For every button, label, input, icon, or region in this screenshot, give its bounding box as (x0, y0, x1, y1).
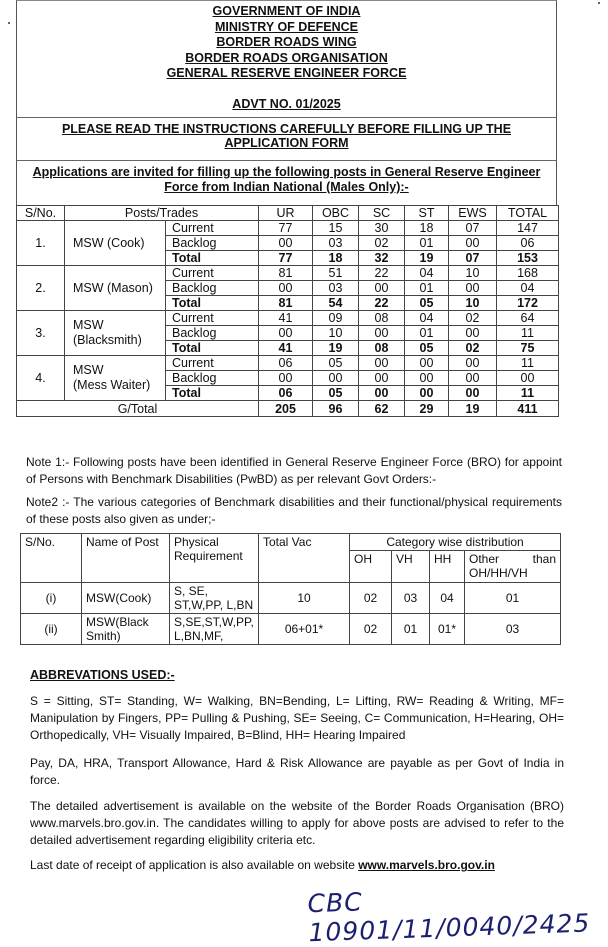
post-name-line-1: MSW (73, 363, 104, 377)
pwbd-sno: (i) (21, 583, 82, 614)
cell-sc: 00 (359, 326, 405, 341)
post-name-line-2: (Mess Waiter) (73, 378, 151, 392)
cell-sc: 30 (359, 221, 405, 236)
pwbd-physical-line-2: L,BN,MF, (174, 629, 224, 643)
row-label-backlog: Backlog (166, 281, 259, 296)
table-row (17, 311, 559, 326)
pwbd-physical (170, 614, 259, 645)
cell-obc: 18 (313, 251, 359, 266)
pwbd-physical-line-1: S, SE, (174, 584, 209, 598)
cell-ews: 00 (449, 386, 497, 401)
cell-ews: 00 (449, 326, 497, 341)
website-link[interactable]: www.marvels.bro.gov.in (358, 858, 495, 872)
cell-ews: 02 (449, 311, 497, 326)
cell-st: 00 (405, 386, 449, 401)
cell-obc: 00 (313, 371, 359, 386)
pwbd-vh: 03 (392, 583, 430, 614)
cell-ews: 10 (449, 296, 497, 311)
post-sno: 4. (17, 356, 65, 401)
header-posts: Posts/Trades (65, 206, 259, 221)
cell-total: 153 (497, 251, 559, 266)
table-row (17, 356, 559, 371)
pwbd-header-oh: OH (350, 551, 392, 583)
vacancy-table (16, 205, 559, 417)
header-obc: OBC (313, 206, 359, 221)
grand-total-label: G/Total (17, 401, 259, 417)
row-label-backlog: Backlog (166, 371, 259, 386)
pwbd-physical-line-1: S,SE,ST,W,PP, (174, 615, 254, 629)
cell-ur: 00 (259, 236, 313, 251)
cell-total: 11 (497, 326, 559, 341)
cell-sc: 22 (359, 266, 405, 281)
post-sno: 1. (17, 221, 65, 266)
post-name (65, 356, 166, 401)
table-row (21, 583, 561, 614)
pwbd-oh: 02 (350, 614, 392, 645)
cell-obc: 51 (313, 266, 359, 281)
post-name (65, 311, 166, 356)
cell-ews: 07 (449, 221, 497, 236)
cell-ews: 00 (449, 371, 497, 386)
pwbd-header-hh: HH (430, 551, 465, 583)
cell-sc: 00 (359, 371, 405, 386)
cell-ur: 77 (259, 251, 313, 266)
post-sno: 3. (17, 311, 65, 356)
cell-ews: 02 (449, 341, 497, 356)
cell-total: 06 (497, 236, 559, 251)
pwbd-other: 01 (465, 583, 561, 614)
cell-total: 11 (497, 386, 559, 401)
cell-sc: 22 (359, 296, 405, 311)
cell-sc: 32 (359, 251, 405, 266)
table-header-row (17, 206, 559, 221)
table-row (17, 266, 559, 281)
pwbd-total-vac: 06+01* (259, 614, 350, 645)
invitation-box (16, 160, 557, 205)
pwbd-header-other: Other than OH/HH/VH (465, 551, 561, 583)
cell-ur: 81 (259, 296, 313, 311)
cell-total: 172 (497, 296, 559, 311)
cell-ur: 00 (259, 281, 313, 296)
pwbd-header-category: Category wise distribution (350, 534, 561, 551)
cell-ews: 00 (449, 236, 497, 251)
header-total: TOTAL (497, 206, 559, 221)
header-sc: SC (359, 206, 405, 221)
post-name-line-1: MSW (73, 318, 104, 332)
cell-ur: 00 (259, 326, 313, 341)
pwbd-post: MSW(Cook) (82, 583, 170, 614)
instructions-line-2: APPLICATION FORM (224, 136, 349, 150)
pwbd-post-line-1: MSW(Black (86, 615, 149, 629)
row-label-current: Current (166, 266, 259, 281)
pwbd-table (20, 533, 561, 645)
row-label-current: Current (166, 221, 259, 236)
header-line-wing: BORDER ROADS WING (216, 35, 357, 49)
pwbd-header-row-1 (21, 534, 561, 551)
cell-ur: 06 (259, 356, 313, 371)
cell-obc: 05 (313, 356, 359, 371)
advertisement-number: ADVT NO. 01/2025 (232, 96, 341, 111)
cell-st: 04 (405, 311, 449, 326)
cell-st: 01 (405, 236, 449, 251)
cell-obc: 09 (313, 311, 359, 326)
invitation-line-1: Applications are invited for filling up the following posts in General Reserve Engineer (32, 165, 541, 179)
table-row (21, 614, 561, 645)
post-name: MSW (Cook) (65, 221, 166, 266)
cell-total: 75 (497, 341, 559, 356)
cell-obc: 03 (313, 281, 359, 296)
grand-total-ur: 205 (259, 401, 313, 417)
cell-st: 00 (405, 371, 449, 386)
last-date-text: Last date of receipt of application is also available on website (30, 858, 359, 872)
cell-ur: 41 (259, 341, 313, 356)
post-name-line-2: (Blacksmith) (73, 333, 142, 347)
cell-ur: 81 (259, 266, 313, 281)
pwbd-header-sno: S/No. (21, 534, 82, 583)
header-line-ministry: MINISTRY OF DEFENCE (214, 19, 359, 34)
abbreviations-heading: ABBREVATIONS USED:- (30, 668, 175, 682)
cell-total: 64 (497, 311, 559, 326)
post-sno: 2. (17, 266, 65, 311)
pwbd-header-physical: Physical Requirement (170, 534, 259, 583)
cell-sc: 02 (359, 236, 405, 251)
row-label-backlog: Backlog (166, 326, 259, 341)
cell-ews: 07 (449, 251, 497, 266)
last-date-note (30, 857, 564, 874)
cell-sc: 00 (359, 386, 405, 401)
note-1: Note 1:- Following posts have been identified in General Reserve Engineer Force (BRO) for appoint of Persons with Benchmark Disabilities (PwBD) as per relevant Govt Orders:- (26, 455, 562, 486)
pwbd-oh: 02 (350, 583, 392, 614)
scan-speck (8, 22, 10, 24)
pwbd-total-vac: 10 (259, 583, 350, 614)
row-label-current: Current (166, 356, 259, 371)
pwbd-physical (170, 583, 259, 614)
cell-ews: 00 (449, 356, 497, 371)
cell-st: 01 (405, 281, 449, 296)
cell-ur: 00 (259, 371, 313, 386)
cell-obc: 03 (313, 236, 359, 251)
cell-st: 00 (405, 356, 449, 371)
pwbd-hh: 04 (430, 583, 465, 614)
cell-obc: 05 (313, 386, 359, 401)
header-line-force: GENERAL RESERVE ENGINEER FORCE (166, 66, 407, 80)
cell-total: 00 (497, 371, 559, 386)
cell-obc: 54 (313, 296, 359, 311)
table-row (17, 221, 559, 236)
cell-st: 19 (405, 251, 449, 266)
row-label-total: Total (166, 296, 259, 311)
header-st: ST (405, 206, 449, 221)
cell-st: 04 (405, 266, 449, 281)
grand-total-obc: 96 (313, 401, 359, 417)
cell-ews: 00 (449, 281, 497, 296)
cell-ews: 10 (449, 266, 497, 281)
post-name: MSW (Mason) (65, 266, 166, 311)
header-ur: UR (259, 206, 313, 221)
pwbd-header-post: Name of Post (82, 534, 170, 583)
row-label-total: Total (166, 341, 259, 356)
header-box (16, 0, 557, 117)
cell-st: 05 (405, 296, 449, 311)
row-label-total: Total (166, 251, 259, 266)
grand-total-ews: 19 (449, 401, 497, 417)
grand-total-row (17, 401, 559, 417)
cell-st: 18 (405, 221, 449, 236)
header-sno: S/No. (17, 206, 65, 221)
header-ews: EWS (449, 206, 497, 221)
website-note: The detailed advertisement is available on the website of the Border Roads Organisation (BRO) www.marvels.bro.gov.in. The candidates willing to apply for above posts are advised to refer to the detailed advertisement regarding eligibility criteria etc. (30, 799, 564, 847)
pwbd-sno: (ii) (21, 614, 82, 645)
pwbd-physical-line-2: ST,W,PP, L,BN (174, 598, 254, 612)
cell-total: 11 (497, 356, 559, 371)
row-label-backlog: Backlog (166, 236, 259, 251)
abbreviations-text: S = Sitting, ST= Standing, W= Walking, BN=Bending, L= Lifting, RW= Reading & Writing, MF= Manipulation by Fingers, PP= Pulling & Pushing, SE= Seeing, C= Communication, H=Hearing, OH= Orthopedically, VH= Visually Impaired, B=Blind, HH= Hearing Impaired (30, 694, 564, 742)
grand-total-st: 29 (405, 401, 449, 417)
row-label-current: Current (166, 311, 259, 326)
note-2: Note2 :- The various categories of Benchmark disabilities and their functional/physical requirements of these posts also given as under;- (26, 495, 562, 526)
cell-ur: 41 (259, 311, 313, 326)
invitation-line-2: Force from Indian National (Males Only):- (164, 180, 409, 194)
cell-st: 05 (405, 341, 449, 356)
cell-ur: 06 (259, 386, 313, 401)
header-line-organisation: BORDER ROADS ORGANISATION (185, 50, 388, 65)
pay-note: Pay, DA, HRA, Transport Allowance, Hard & Risk Allowance are payable as per Govt of India in force. (30, 756, 564, 787)
cell-sc: 00 (359, 356, 405, 371)
instructions-line-1: PLEASE READ THE INSTRUCTIONS CAREFULLY BEFORE FILLING UP THE (61, 122, 512, 136)
cell-obc: 19 (313, 341, 359, 356)
cell-sc: 08 (359, 341, 405, 356)
handwritten-reference-code: CBC 10901/11/0040/2425 (307, 887, 591, 947)
pwbd-post (82, 614, 170, 645)
header-line-government: GOVERNMENT OF INDIA (212, 4, 361, 18)
cell-total: 168 (497, 266, 559, 281)
grand-total-total: 411 (497, 401, 559, 417)
cell-total: 147 (497, 221, 559, 236)
pwbd-vh: 01 (392, 614, 430, 645)
cell-total: 04 (497, 281, 559, 296)
cell-obc: 15 (313, 221, 359, 236)
instructions-box (16, 117, 557, 160)
cell-obc: 10 (313, 326, 359, 341)
cell-sc: 00 (359, 281, 405, 296)
cell-st: 01 (405, 326, 449, 341)
pwbd-header-total-vac: Total Vac (259, 534, 350, 583)
cell-ur: 77 (259, 221, 313, 236)
grand-total-sc: 62 (359, 401, 405, 417)
pwbd-other: 03 (465, 614, 561, 645)
scan-speck (598, 2, 600, 4)
pwbd-hh: 01* (430, 614, 465, 645)
pwbd-header-vh: VH (392, 551, 430, 583)
cell-sc: 08 (359, 311, 405, 326)
pwbd-post-line-2: Smith) (86, 629, 121, 643)
row-label-total: Total (166, 386, 259, 401)
